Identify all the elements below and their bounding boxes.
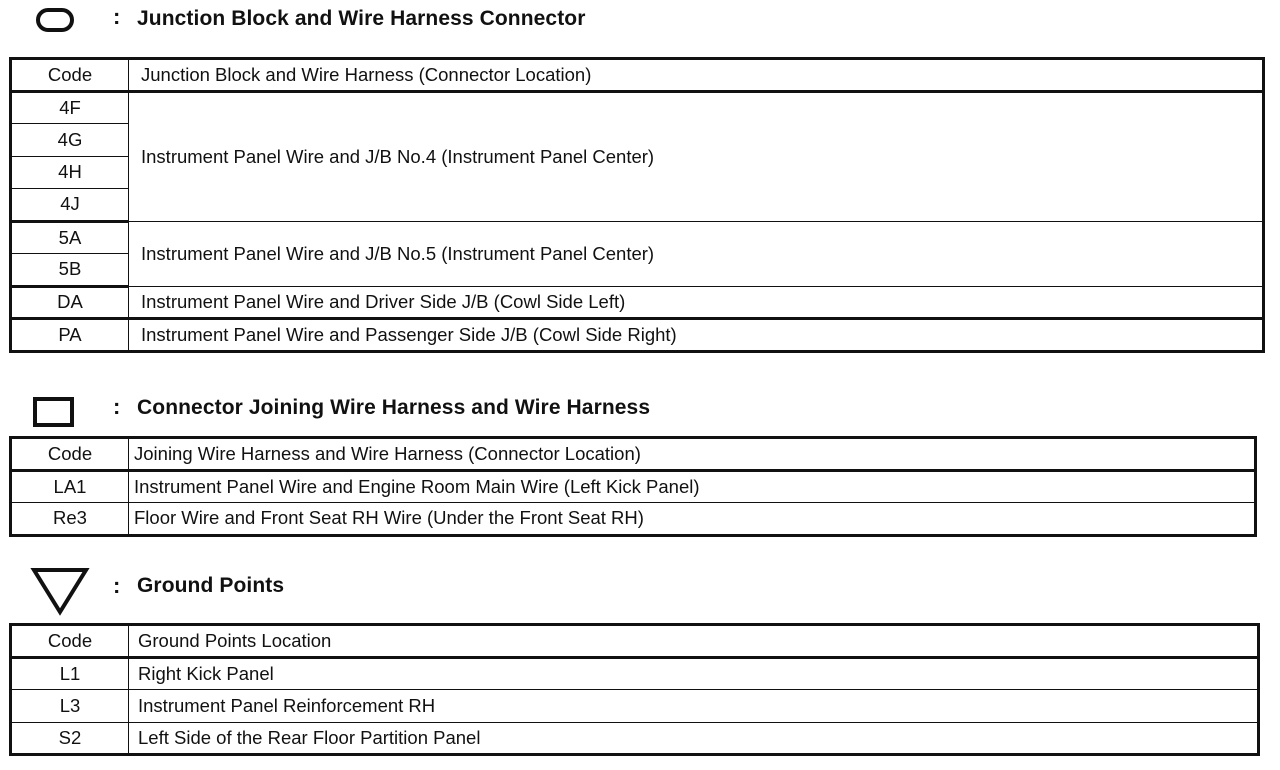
table-row xyxy=(11,286,1264,319)
rounded-rectangle-icon xyxy=(36,8,74,32)
location-cell: Instrument Panel Wire and J/B No.5 (Instrument Panel Center) xyxy=(129,221,1264,286)
location-header: Joining Wire Harness and Wire Harness (Connector Location) xyxy=(129,438,1256,471)
code-cell: 4G xyxy=(11,124,129,157)
section-colon: : xyxy=(113,4,121,29)
section-colon: : xyxy=(113,394,121,419)
location-cell: Instrument Panel Reinforcement RH xyxy=(129,690,1259,723)
table-row xyxy=(11,470,1256,503)
code-header: Code xyxy=(11,59,129,92)
table-row xyxy=(11,503,1256,536)
location-cell: Right Kick Panel xyxy=(129,657,1259,690)
location-cell: Instrument Panel Wire and Passenger Side J/B (Cowl Side Right) xyxy=(129,319,1264,352)
code-cell: L3 xyxy=(11,690,129,723)
table-row xyxy=(11,722,1259,755)
code-cell: S2 xyxy=(11,722,129,755)
code-cell: Re3 xyxy=(11,503,129,536)
table-header-row xyxy=(11,438,1256,471)
code-cell: PA xyxy=(11,319,129,352)
ground-points-table xyxy=(9,623,1260,756)
code-header: Code xyxy=(11,625,129,658)
location-cell: Instrument Panel Wire and Driver Side J/B (Cowl Side Left) xyxy=(129,286,1264,319)
section-title-junction-block: Junction Block and Wire Harness Connector xyxy=(137,7,586,30)
table-row xyxy=(11,690,1259,723)
section-title-connector-joining: Connector Joining Wire Harness and Wire Harness xyxy=(137,396,651,419)
code-cell: LA1 xyxy=(11,470,129,503)
junction-block-table xyxy=(9,57,1265,353)
rectangle-icon xyxy=(33,397,74,427)
location-header: Ground Points Location xyxy=(129,625,1259,658)
table-header-row xyxy=(11,625,1259,658)
code-cell: 4J xyxy=(11,189,129,222)
location-cell: Floor Wire and Front Seat RH Wire (Under the Front Seat RH) xyxy=(129,503,1256,536)
code-cell: 4H xyxy=(11,156,129,189)
down-triangle-icon xyxy=(30,566,90,616)
section-colon: : xyxy=(113,573,121,598)
table-row xyxy=(11,319,1264,352)
location-cell: Instrument Panel Wire and J/B No.4 (Instrument Panel Center) xyxy=(129,91,1264,221)
code-cell: DA xyxy=(11,286,129,319)
table-row xyxy=(11,91,1264,124)
location-cell: Instrument Panel Wire and Engine Room Main Wire (Left Kick Panel) xyxy=(129,470,1256,503)
connector-joining-table xyxy=(9,436,1257,537)
code-cell: 4F xyxy=(11,91,129,124)
location-cell: Left Side of the Rear Floor Partition Panel xyxy=(129,722,1259,755)
location-header: Junction Block and Wire Harness (Connector Location) xyxy=(129,59,1264,92)
table-row xyxy=(11,657,1259,690)
table-row xyxy=(11,221,1264,254)
code-header: Code xyxy=(11,438,129,471)
code-cell: 5A xyxy=(11,221,129,254)
code-cell: L1 xyxy=(11,657,129,690)
table-header-row xyxy=(11,59,1264,92)
section-title-ground-points: Ground Points xyxy=(137,574,285,597)
code-cell: 5B xyxy=(11,254,129,287)
